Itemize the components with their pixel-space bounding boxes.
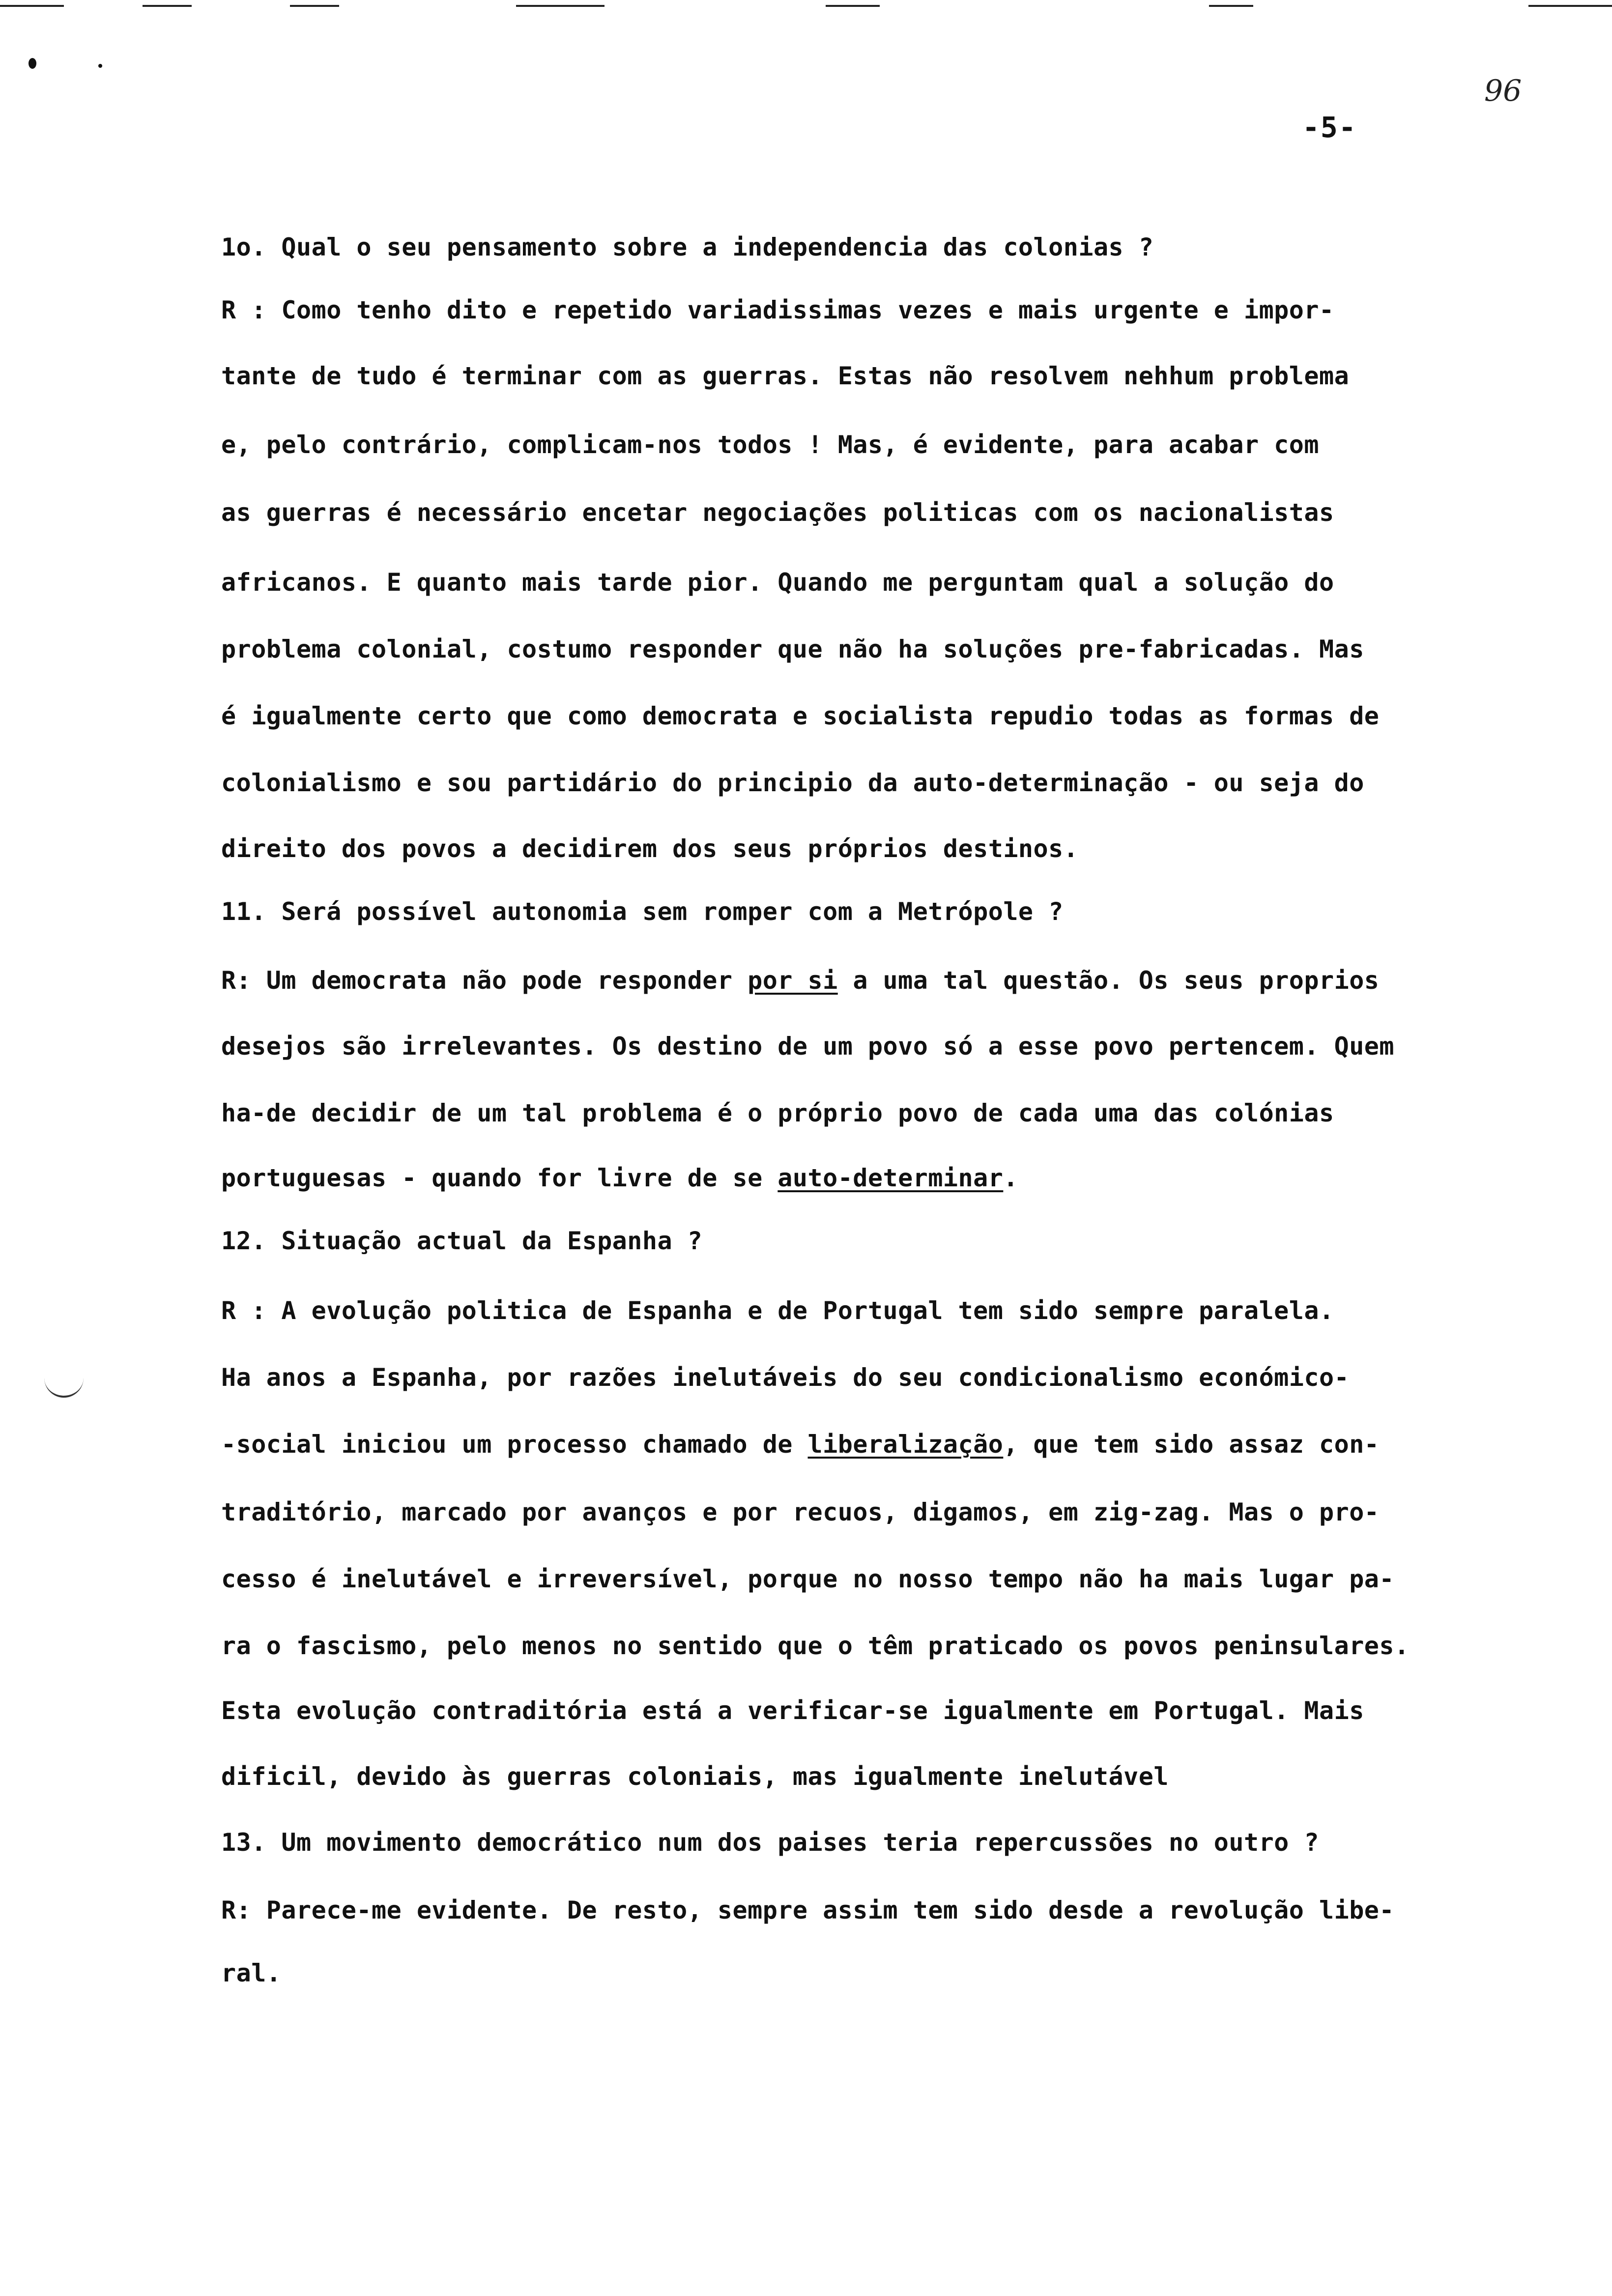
underlined-phrase: auto-determinar xyxy=(777,1164,1004,1192)
text-line: traditório, marcado por avanços e por recuos, digamos, em zig-zag. Mas o pro- xyxy=(221,1498,1380,1526)
ink-speck xyxy=(98,64,102,68)
underlined-phrase: liberalização xyxy=(807,1430,1004,1459)
text-line: problema colonial, costumo responder que não ha soluções pre-fabricadas. Mas xyxy=(221,635,1364,663)
text-line: R : Como tenho dito e repetido variadissimas vezes e mais urgente e impor- xyxy=(221,296,1334,324)
text-line: Esta evolução contraditória está a verificar-se igualmente em Portugal. Mais xyxy=(221,1696,1364,1725)
text-line: -social iniciou um processo chamado de liberalização, que tem sido assaz con- xyxy=(221,1430,1380,1459)
text-line: Ha anos a Espanha, por razões inelutáveis do seu condicionalismo económico- xyxy=(221,1363,1350,1392)
question-12: 12. Situação actual da Espanha ? xyxy=(221,1227,703,1255)
underlined-phrase: por si xyxy=(748,966,838,995)
text-line: R : A evolução politica de Espanha e de Portugal tem sido sempre paralela. xyxy=(221,1296,1334,1325)
text-line: dificil, devido às guerras coloniais, mas igualmente inelutável xyxy=(221,1762,1169,1791)
ink-speck xyxy=(29,58,36,69)
text-line: ha-de decidir de um tal problema é o próprio povo de cada uma das colónias xyxy=(221,1099,1334,1127)
text-line: colonialismo e sou partidário do principio da auto-determinação - ou seja do xyxy=(221,769,1364,797)
text-line: desejos são irrelevantes. Os destino de um povo só a esse povo pertencem. Quem xyxy=(221,1032,1394,1061)
text-line: R: Um democrata não pode responder por si a uma tal questão. Os seus proprios xyxy=(221,966,1380,995)
text-line: tante de tudo é terminar com as guerras. Estas não resolvem nehhum problema xyxy=(221,362,1350,390)
text-line: direito dos povos a decidirem dos seus próprios destinos. xyxy=(221,834,1079,863)
text-line: e, pelo contrário, complicam-nos todos ! Mas, é evidente, para acabar com xyxy=(221,430,1319,459)
text-line: africanos. E quanto mais tarde pior. Quando me perguntam qual a solução do xyxy=(221,568,1334,597)
text-line: cesso é inelutável e irreversível, porque no nosso tempo não ha mais lugar pa- xyxy=(221,1565,1394,1593)
handwritten-folio-number: 96 xyxy=(1484,74,1522,108)
top-edge-marks xyxy=(0,5,1612,11)
text-line: as guerras é necessário encetar negociações politicas com os nacionalistas xyxy=(221,498,1334,527)
page-number: -5- xyxy=(1302,111,1357,144)
question-13: 13. Um movimento democrático num dos paises teria repercussões no outro ? xyxy=(221,1828,1319,1857)
text-line: ral. xyxy=(221,1959,282,1987)
text-line: é igualmente certo que como democrata e socialista repudio todas as formas de xyxy=(221,702,1380,730)
text-line: portuguesas - quando for livre de se auto-determinar. xyxy=(221,1164,1018,1192)
text-line: 1o. Qual o seu pensamento sobre a independencia das colonias ? xyxy=(221,233,1154,261)
text-line: ra o fascismo, pelo menos no sentido que o têm praticado os povos peninsulares. xyxy=(221,1632,1410,1660)
margin-pencil-mark xyxy=(44,1376,84,1398)
question-11: 11. Será possível autonomia sem romper com a Metrópole ? xyxy=(221,897,1064,926)
text-line: R: Parece-me evidente. De resto, sempre assim tem sido desde a revolução libe- xyxy=(221,1896,1394,1924)
